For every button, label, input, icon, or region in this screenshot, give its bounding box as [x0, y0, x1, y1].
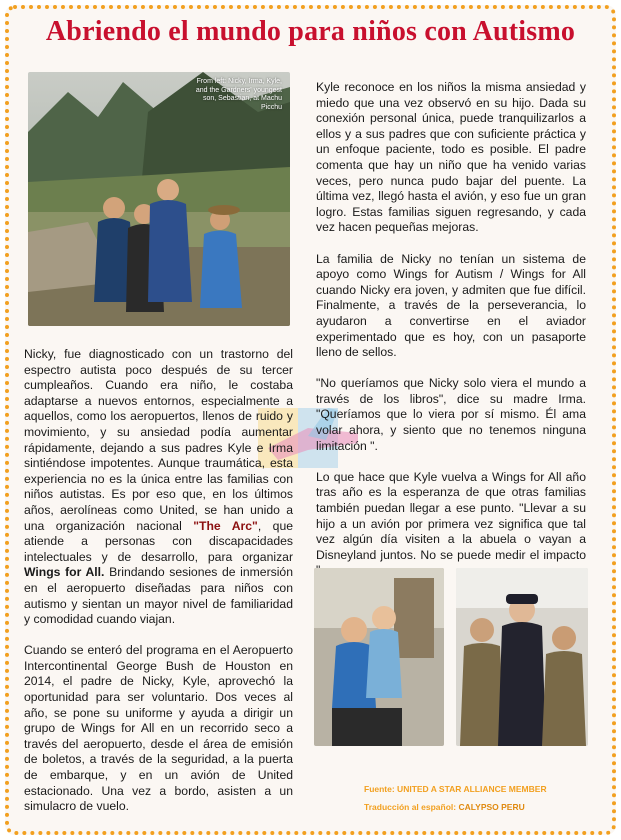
wings-for-all-name: Wings for All. — [24, 565, 105, 580]
airport-volunteers-photo — [314, 568, 444, 746]
article-paragraph: Nicky, fue diagnosticado con un trastorno del espectro autista poco después de su tercer cumpleaños. Cuando era niño, le costaba adaptarse a nuevos entornos, especialmente a aquellos, como los aeropuertos, llenos de ruido y movimiento, y su ansiedad podía aumentar rápidamente, dejando a sus padres Kyle e Irma sintiéndose impotentes. Aunque traumática, esta experiencia no es la única entre las familias con niños autistas. Es por eso que, en los últimos años, aerolíneas como United, se han unido a una organización nacional "The Arc", que atiende a personas con discapacidades intelectuales y de desarrollo, para organizar Wings for All. Brindando sesiones de inmersión en el aeropuerto diseñadas para niños con autismo y sientan un mayor nivel de familiaridad y comodidad cuando viajan. — [24, 347, 293, 627]
page-title: Abriendo el mundo para niños con Autismo — [45, 16, 576, 47]
right-article-column — [316, 80, 586, 595]
pilot-and-scouts-photo — [456, 568, 588, 746]
translation-credit: Traducción al español: CALYPSO PERU — [364, 802, 525, 812]
photo-caption: From left: Nicky, Irma, Kyle, and the Gardners' youngest son, Sebastian, at Machu Picchu — [195, 78, 282, 111]
article-paragraph: Lo que hace que Kyle vuelva a Wings for All año tras año es la esperanza de que otras familias también puedan llegar a ese punto. "Llevar a su hijo a un avión por primera vez significa que tal vez algún día visiten a la abuela o vayan a Disneyland juntos. No se puede medir el impacto — [316, 469, 586, 562]
left-article-column — [24, 347, 293, 830]
machu-picchu-photo — [28, 72, 290, 326]
source-credit: Fuente: UNITED A STAR ALLIANCE MEMBER — [364, 784, 547, 794]
article-paragraph: La familia de Nicky no tenían un sistema de apoyo como Wings for Autism / Wings for All cuando Nicky era joven, y admiten que fue difícil. Finalmente, a través de la perseverancia, lo ayudaron a convertirse en el aviador experimentado que es hoy, con un pasaporte lleno de sellos. — [316, 251, 586, 360]
article-paragraph: Cuando se enteró del programa en el Aeropuerto Intercontinental George Bush de Houston en 2014, el padre de Nicky, Kyle, aprovechó la oportunidad para ser voluntario. Dos veces al año, se pone su uniforme y ayuda a dirigir un grupo de Wings for All en un recorrido seco a través del aeropuerto, desde el área de emisión de boletos, a través de la seguridad, a la puerta de embarque, y en un avión de United estacionado. Una vez a bordo, asisten a un simulacro de vuelo. — [24, 643, 293, 814]
the-arc-name: "The Arc" — [193, 518, 258, 533]
article-paragraph: "No queríamos que Nicky solo viera el mundo a través de los libros", dice su madre Irma. "Queríamos que lo viera por sí mismo. Él ama volar ahora, y siento que no tenemos ninguna limitación ". — [316, 376, 586, 453]
article-paragraph: Kyle reconoce en los niños la misma ansiedad y miedo que una vez observó en su hijo. Dada su conexión personal única, puede tranquilizarlos a ellos y a sus padres que con suficiente práctica y un enfoque paciente, todo es posible. El padre comenta que hay un niño que ha venido varias veces, pero nunca pudo bajar del puente. La última vez, llegó hasta el avión, y eso fue un gran logro. Estas familias siguen regresando, y cada vez hacen pequeñas mejoras. — [316, 80, 586, 235]
